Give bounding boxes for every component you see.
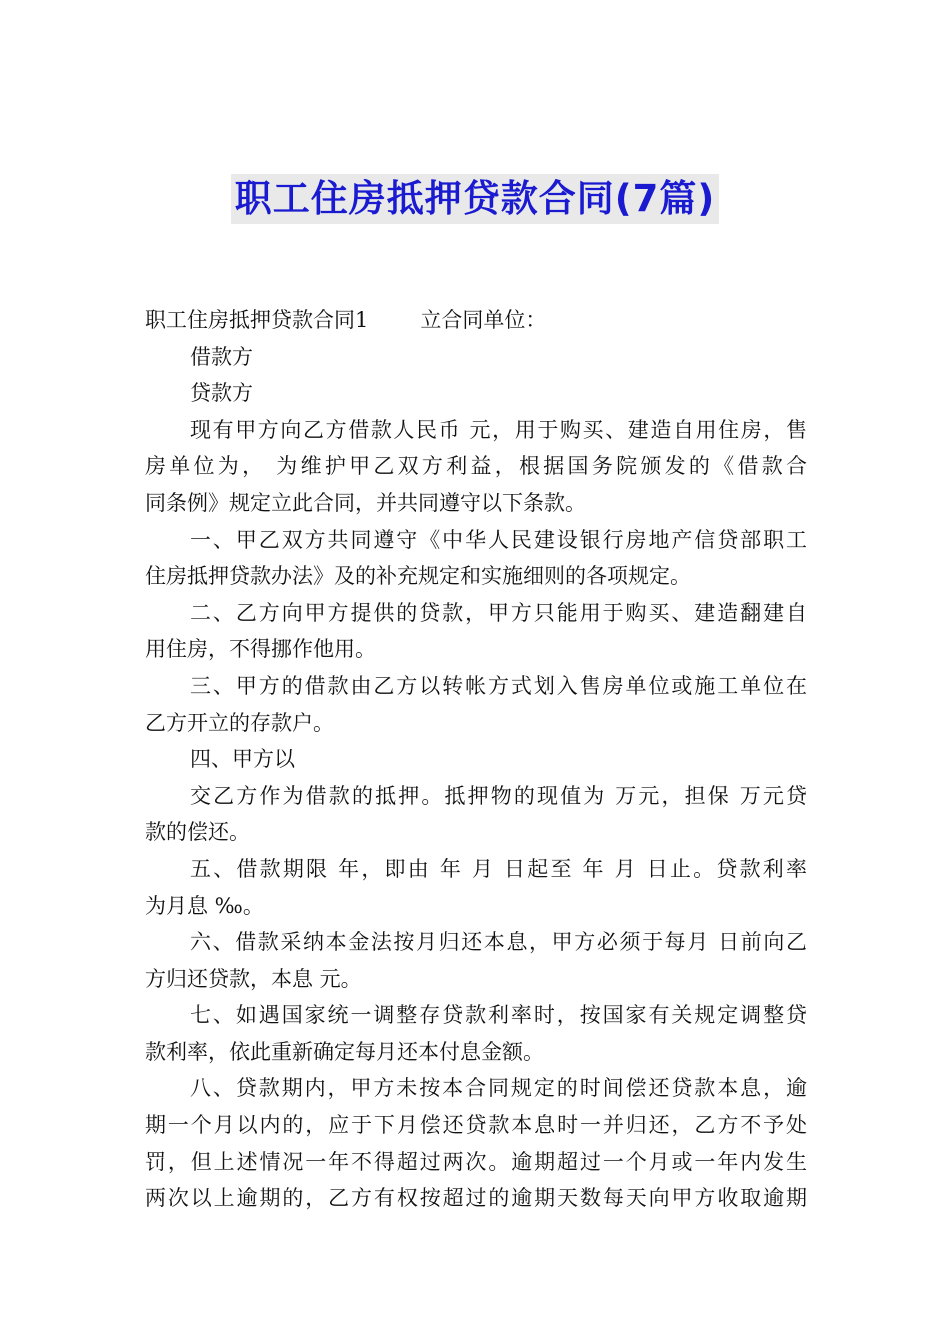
paragraph-line: 方归还贷款，本息 元。 xyxy=(145,966,362,991)
paragraph-line: 八、贷款期内，甲方未按本合同规定的时间偿还贷款本息，逾 xyxy=(190,1076,807,1101)
paragraph-line: 用住房，不得挪作他用。 xyxy=(145,637,376,662)
paragraph-line: 二、乙方向甲方提供的贷款，甲方只能用于购买、建造翻建自 xyxy=(190,600,807,625)
paragraph-line: 款的偿还。 xyxy=(145,820,250,845)
contract-heading: 职工住房抵押贷款合同1 xyxy=(145,308,369,332)
paragraph-line: 借款方 xyxy=(190,344,253,369)
paragraph-line: 贷款方 xyxy=(190,381,253,406)
parties-label: 立合同单位： xyxy=(420,308,547,332)
paragraph-line: 房单位为， 为维护甲乙双方利益，根据国务院颁发的《借款合 xyxy=(145,454,807,479)
paragraph-line: 乙方开立的存款户。 xyxy=(145,710,334,735)
paragraph-line: 四、甲方以 xyxy=(190,747,295,772)
paragraph-line: 七、如遇国家统一调整存贷款利率时，按国家有关规定调整贷 xyxy=(190,1003,807,1028)
paragraph-line: 六、借款采纳本金法按月归还本息，甲方必须于每月 日前向乙 xyxy=(190,930,807,955)
document-body xyxy=(145,302,807,1217)
paragraph-line: 三、甲方的借款由乙方以转帐方式划入售房单位或施工单位在 xyxy=(190,673,807,698)
paragraph-line: 一、甲乙双方共同遵守《中华人民建设银行房地产信贷部职工 xyxy=(190,527,807,552)
paragraph-line: 五、借款期限 年，即由 年 月 日起至 年 月 日止。贷款利率 xyxy=(190,856,807,881)
paragraph-line: 两次以上逾期的，乙方有权按超过的逾期天数每天向甲方收取逾期 xyxy=(145,1186,807,1211)
paragraph-line: 款利率，依此重新确定每月还本付息金额。 xyxy=(145,1039,544,1064)
paragraph-line: 期一个月以内的，应于下月偿还贷款本息时一并归还，乙方不予处 xyxy=(145,1113,807,1138)
paragraph-line: 现有甲方向乙方借款人民币 元，用于购买、建造自用住房，售 xyxy=(190,417,807,442)
paragraph-line: 为月息 ‰。 xyxy=(145,893,264,918)
heading-line xyxy=(145,302,807,339)
paragraph-line: 住房抵押贷款办法》及的补充规定和实施细则的各项规定。 xyxy=(145,564,691,589)
paragraph-line: 交乙方作为借款的抵押。抵押物的现值为 万元，担保 万元贷 xyxy=(190,783,807,808)
paragraph-line: 罚，但上述情况一年不得超过两次。逾期超过一个月或一年内发生 xyxy=(145,1149,807,1174)
title-container xyxy=(0,174,950,224)
paragraph-line: 同条例》规定立此合同，并共同遵守以下条款。 xyxy=(145,490,586,515)
document-title: 职工住房抵押贷款合同(7篇) xyxy=(231,174,720,224)
